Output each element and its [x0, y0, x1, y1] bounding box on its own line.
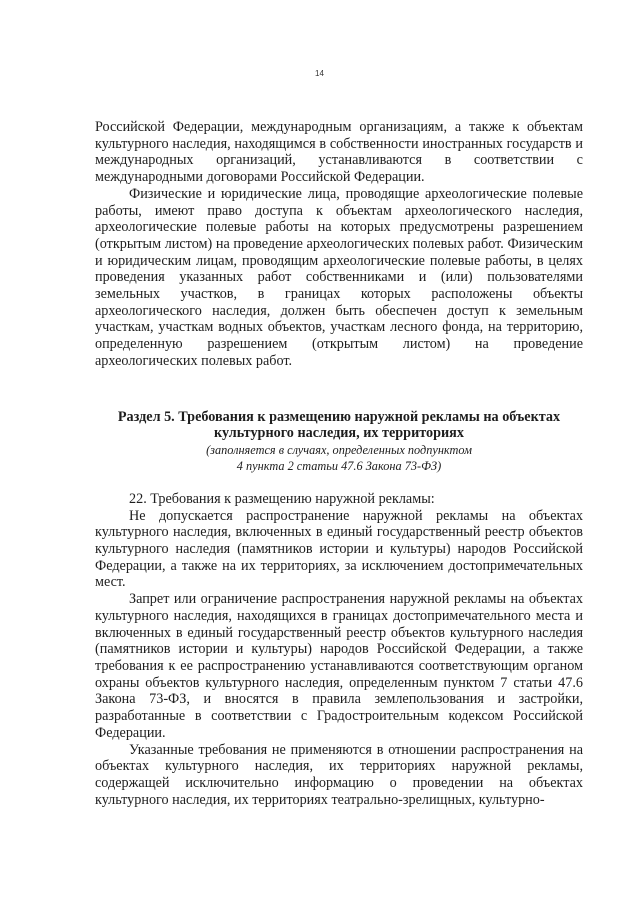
paragraph-advertising-ban: Не допускается распространение наружной рекламы на объектах культурного наследия, включенных в единый государственный реестр объектов культурного наследия (памятников истории и культуры) народов Российской Федерации, а также на их территориях, за исключением достопримечательных мест.: [95, 507, 583, 591]
section-note-line-1: (заполняется в случаях, определенных подпунктом: [206, 442, 472, 457]
section-title-line-2: культурного наследия, их территориях: [214, 425, 464, 442]
paragraph-continuation: Российской Федерации, международным организациям, а также к объектам культурного наследия, находящимся в собственности иностранных государств и международных организаций, устанавливаются в соответствии с международными договорами Российской Федерации.: [95, 119, 583, 186]
note-spacer: [95, 474, 583, 491]
paragraph-exceptions: Указанные требования не применяются в отношении распространения на объектах культурного наследия, их территориях наружной рекламы, содержащей исключительно информацию о проведении на объектах культурного наследия, их территориях театрально-зрелищных, культурно-: [95, 741, 583, 808]
paragraph-advertising-restriction: Запрет или ограничение распространения наружной рекламы на объектах культурного наследия, находящихся в границах достопримечательного места и включенных в единый государственный реестр объектов культурного наследия (памятников истории и культуры) народов Российской Федерации, а также требования к ее распространению устанавливаются соответствующим органом охраны объектов культурного наследия, определенным пунктом 7 статьи 47.6 Закона 73-ФЗ, и вносятся в правила землепользования и застройки, разработанные в соответствии с Градостроительным кодексом Российской Федерации.: [95, 591, 583, 741]
paragraph-archaeology-access: Физические и юридические лица, проводящие археологические полевые работы, имеют право доступа к объектам археологического наследия, археологические полевые работы на которых предусмотрены разрешением (открытым листом) на проведение археологических полевых работ. Физическим и юридическим лицам, проводящим археологические полевые работы, в целях проведения указанных работ собственниками и (или) пользователями земельных участков, в границах которых расположены объекты археологического наследия, должен быть обеспечен доступ к земельным участкам, участкам водных объектов, участкам лесного фонда, на территорию, определенную разрешением (открытым листом) на проведение археологических полевых работ.: [95, 185, 583, 369]
section-title-line-1: Раздел 5. Требования к размещению наружной рекламы на объектах: [117, 408, 561, 425]
page-number: 14: [315, 69, 324, 78]
section-spacer: [95, 370, 583, 409]
item-22-heading: 22. Требования к размещению наружной рекламы:: [129, 490, 435, 507]
section-note-line-2: 4 пункта 2 статьи 47.6 Закона 73-ФЗ): [236, 458, 442, 473]
document-body: [95, 119, 583, 808]
